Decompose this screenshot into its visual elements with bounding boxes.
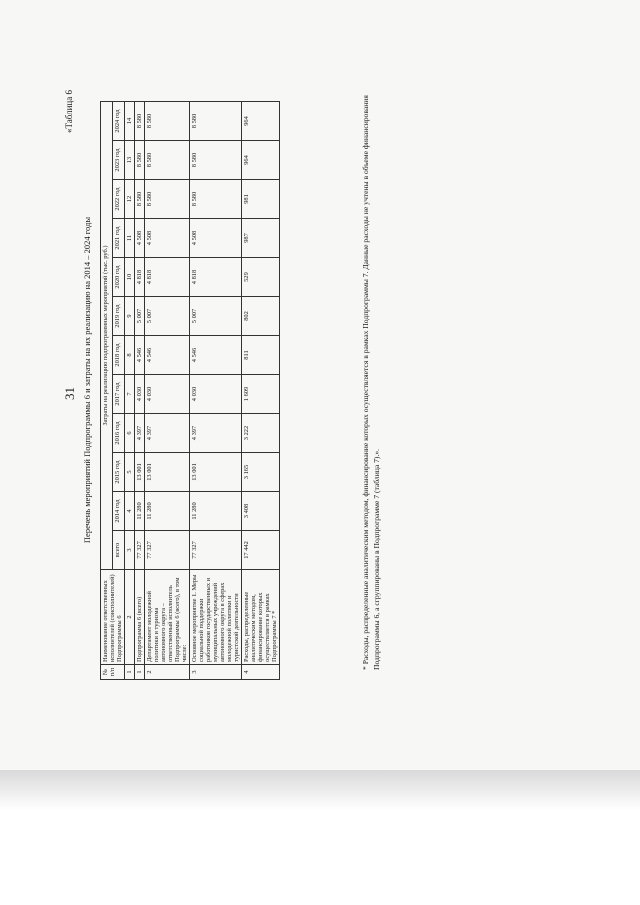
header-index-row [125,102,135,680]
row-year-value: 811 [242,336,280,375]
row-number: 1 [135,665,145,680]
row-name: Департамент молодежной политики и туризма автономного округа – ответственный исполнитель Подпрограммы 6 (всего), в том числе: [145,570,190,665]
row-year-value: 8 580 [145,180,190,219]
row-year-value: 8 580 [145,141,190,180]
row-total: 77 327 [190,531,242,570]
page-number: 31 [62,387,77,400]
table-row [242,102,280,680]
header-year: 2019 год [113,297,125,336]
header-index: 7 [125,375,135,414]
header-year: 2021 год [113,219,125,258]
row-year-value: 11 280 [190,492,242,531]
header-index: 1 [125,665,135,680]
row-year-value: 4 546 [190,336,242,375]
header-index: 6 [125,414,135,453]
header-costs: Затраты на реализацию подпрограммных мероприятий (тыс. руб.) [101,102,113,570]
row-year-value: 4 030 [135,375,145,414]
header-year: 2016 год [113,414,125,453]
row-year-value: 11 280 [145,492,190,531]
row-year-value: 964 [242,141,280,180]
row-year-value: 4 397 [190,414,242,453]
row-year-value: 8 580 [135,102,145,141]
header-index: 9 [125,297,135,336]
header-index: 2 [125,570,135,665]
row-number: 2 [145,665,190,680]
row-year-value: 981 [242,180,280,219]
header-total: всего [113,531,125,570]
header-year: 2014 год [113,492,125,531]
header-index: 12 [125,180,135,219]
row-year-value: 4 818 [145,258,190,297]
rotated-page [60,60,440,700]
row-year-value: 964 [242,102,280,141]
header-name: Наименование ответственных исполнителей (соисполнителей) Подпрограммы 6 [101,570,125,665]
header-index: 5 [125,453,135,492]
footnote: * Расходы, распределенные аналитическим методом, финансирование которых осуществляется в рамках Подпрограммы 7. Данные расходы не учтены в объеме финансирования Подпрограммы 6, а сгруппированы в Подпрограмме 7 (таблица 7).». [361,95,381,670]
row-year-value: 529 [242,258,280,297]
header-index: 8 [125,336,135,375]
row-year-value: 4 397 [145,414,190,453]
table-row [145,102,190,680]
row-number: 4 [242,665,280,680]
row-name: Основное мероприятие 1. Меры социальной поддержки работников государственных и муниципальных учреждений автономного округа в сферах молодежной политики и туристской деятельности [190,570,242,665]
row-total: 77 327 [145,531,190,570]
row-year-value: 5 007 [135,297,145,336]
row-year-value: 4 030 [190,375,242,414]
header-index: 10 [125,258,135,297]
header-index: 4 [125,492,135,531]
row-year-value: 8 580 [135,141,145,180]
row-number: 3 [190,665,242,680]
row-year-value: 4 030 [145,375,190,414]
row-year-value: 11 280 [135,492,145,531]
row-year-value: 4 508 [135,219,145,258]
row-year-value: 4 818 [190,258,242,297]
table-row [135,102,145,680]
table-caption: Перечень мероприятий Подпрограммы 6 и затраты на их реализацию на 2014 – 2024 годы [82,216,92,544]
table-row [190,102,242,680]
row-year-value: 802 [242,297,280,336]
row-year-value: 13 001 [135,453,145,492]
header-index: 14 [125,102,135,141]
header-year: 2022 год [113,180,125,219]
row-year-value: 4 546 [135,336,145,375]
table-note: «Таблица 6 [64,90,74,133]
row-year-value: 3 222 [242,414,280,453]
row-year-value: 8 580 [190,180,242,219]
row-year-value: 1 609 [242,375,280,414]
header-year: 2015 год [113,453,125,492]
row-year-value: 987 [242,219,280,258]
row-year-value: 5 007 [145,297,190,336]
row-year-value: 5 007 [190,297,242,336]
row-year-value: 13 001 [145,453,190,492]
row-year-value: 3 408 [242,492,280,531]
row-year-value: 4 546 [145,336,190,375]
header-year: 2024 год [113,102,125,141]
header-num: № п/п [101,665,125,680]
row-year-value: 4 508 [145,219,190,258]
row-name: Расходы, распределенные аналитическим методом, финансирование которых осуществляется в рамках Подпрограммы 7 * [242,570,280,665]
row-year-value: 8 580 [190,102,242,141]
row-year-value: 4 818 [135,258,145,297]
scan-shadow [0,770,640,905]
row-year-value: 13 001 [190,453,242,492]
row-name: Подпрограмма 6 (всего) [135,570,145,665]
header-year: 2017 год [113,375,125,414]
costs-table [100,101,280,680]
row-year-value: 8 580 [145,102,190,141]
row-year-value: 4 508 [190,219,242,258]
header-index: 11 [125,219,135,258]
header-year: 2018 год [113,336,125,375]
row-year-value: 8 580 [190,141,242,180]
row-year-value: 8 580 [135,180,145,219]
header-index: 3 [125,531,135,570]
row-total: 77 327 [135,531,145,570]
header-year: 2020 год [113,258,125,297]
header-index: 13 [125,141,135,180]
header-year: 2023 год [113,141,125,180]
row-year-value: 4 397 [135,414,145,453]
row-year-value: 3 165 [242,453,280,492]
row-total: 17 442 [242,531,280,570]
